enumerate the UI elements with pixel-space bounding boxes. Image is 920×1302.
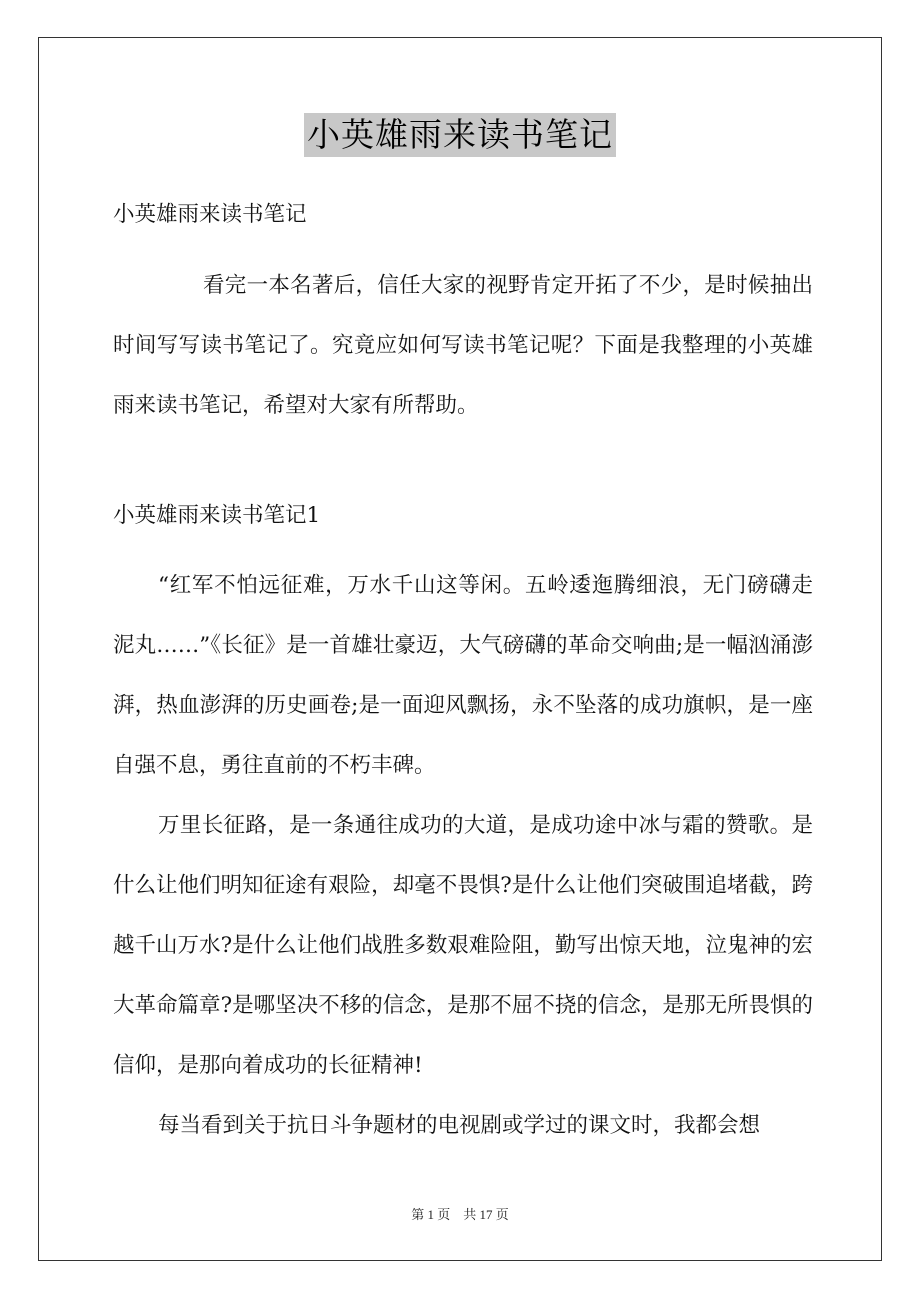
body-paragraph-2: 万里长征路，是一条通往成功的大道，是成功途中冰与霜的赞歌。是什么让他们明知征途有艰险，却毫不畏惧?是什么让他们突破围追堵截，跨越千山万水?是什么让他们战胜多数艰难险阻，勤写出惊天地，泣鬼神的宏大革命篇章?是哪坚决不移的信念，是那不屈不挠的信念，是那无所畏惧的信仰，是那向着成功的长征精神! bbox=[113, 813, 813, 1078]
document-title: 小英雄雨来读书笔记 bbox=[304, 113, 616, 157]
document-subtitle: 小英雄雨来读书笔记 bbox=[113, 202, 307, 227]
page-footer: 第 1 页 共 17 页 bbox=[411, 1207, 509, 1222]
section-heading: 小英雄雨来读书笔记1 bbox=[113, 503, 321, 528]
document-body bbox=[113, 195, 813, 1156]
intro-paragraph: 看完一本名著后，信任大家的视野肯定开拓了不少，是时候抽出时间写写读书笔记了。究竟应如何写读书笔记呢？下面是我整理的小英雄雨来读书笔记，希望对大家有所帮助。 bbox=[113, 273, 813, 418]
body-paragraph-3: 每当看到关于抗日斗争题材的电视剧或学过的课文时，我都会想 bbox=[158, 1113, 761, 1138]
title-container bbox=[0, 113, 920, 157]
body-paragraph-1: “红军不怕远征难，万水千山这等闲。五岭逶迤腾细浪，无门磅礴走泥丸……”《长征》是一首雄壮豪迈，大气磅礴的革命交响曲;是一幅汹涌澎湃，热血澎湃的历史画卷;是一面迎风飘扬，永不坠落的成功旗帜，是一座自强不息，勇往直前的不朽丰碑。 bbox=[113, 573, 813, 778]
